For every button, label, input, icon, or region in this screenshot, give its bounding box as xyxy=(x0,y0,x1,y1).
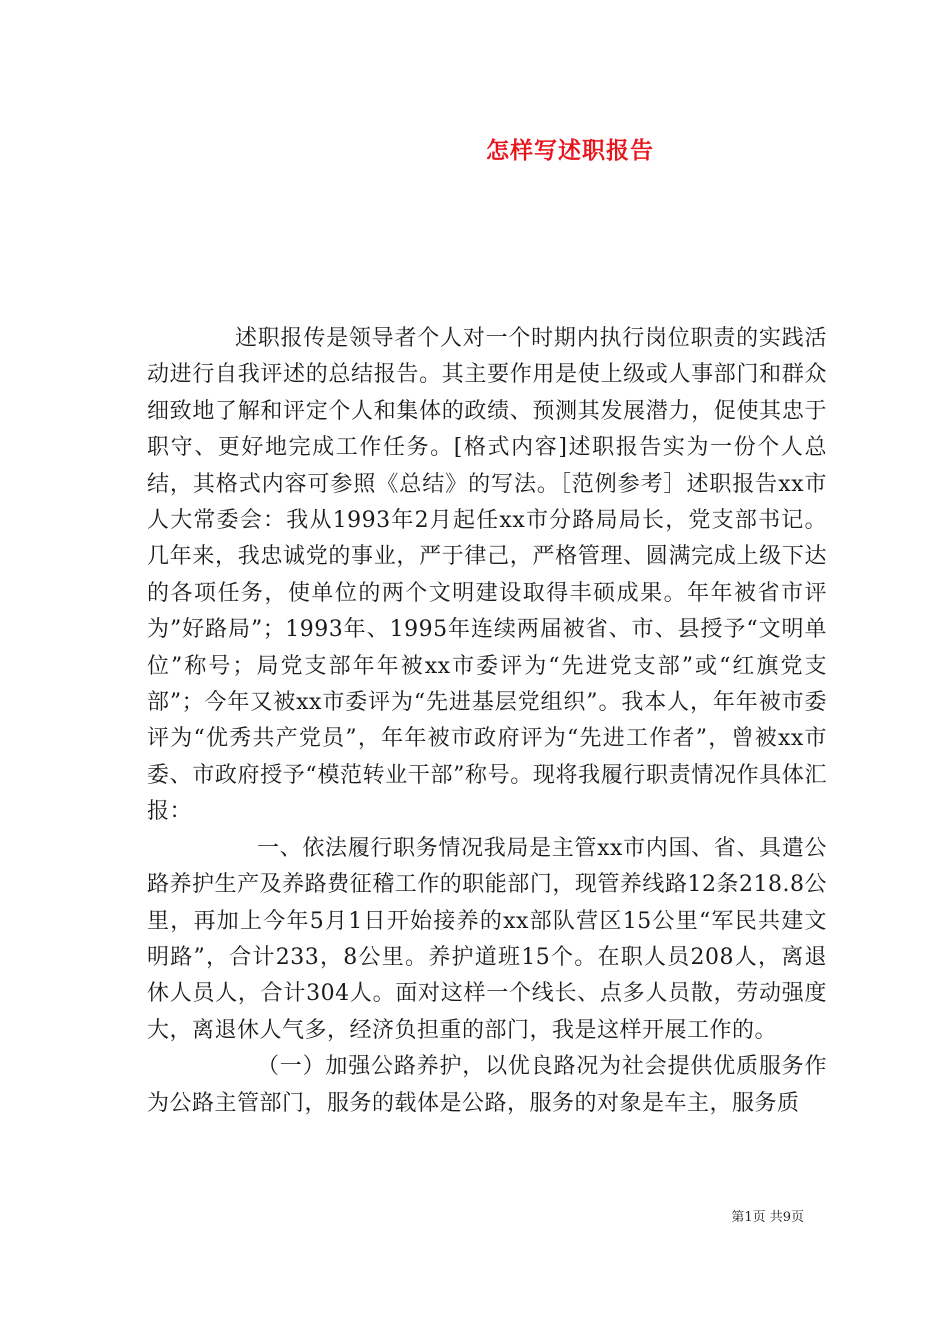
paragraph-intro: 述职报传是领导者个人对一个时期内执行岗位职责的实践活动进行自我评述的总结报告。其主要作用是使上级或人事部门和群众细致地了解和评定个人和集体的政绩、预测其发展潜力，促使其忠于职守、更好地完成工作任务。[格式内容]述职报告实为一份个人总结，其格式内容可参照《总结》的写法。［范例参考］述职报告xx市人大常委会：我从1993年2月起任xx市分路局局长，党支部书记。几年来，我忠诚党的事业，严于律己，严格管理、圆满完成上级下达的各项任务，使单位的两个文明建设取得丰硕成果。年年被省市评为”好路局”；1993年、1995年连续两届被省、市、县授予“文明单位”称号；局党支部年年被xx市委评为“先进党支部”或“红旗党支部”；今年又被xx市委评为“先进基层党组织”。我本人，年年被市委评为“优秀共产党员”，年年被市政府评为“先进工作者”，曾被xx市委、市政府授予“模范转业干部”称号。现将我履行职责情况作具体汇报： xyxy=(147,326,827,825)
page-footer: 第1页 共9页 xyxy=(731,1210,804,1225)
document-title: 怎样写述职报告 xyxy=(486,137,654,164)
paragraph-subsection-one: （一）加强公路养护，以优良路况为社会提供优质服务作为公路主管部门，服务的载体是公路，服务的对象是车主，服务质 xyxy=(147,1054,827,1116)
paragraph-section-one: 一、依法履行职务情况我局是主管xx市内国、省、具遣公路养护生产及养路费征稽工作的职能部门，现管养线路12条218.8公里，再加上今年5月1日开始接养的xx部队营区15公里“军民共建文明路”，合计233，8公里。养护道班15个。在职人员208人，离退休人员人，合计304人。面对这样一个线长、点多人员散，劳动强度大，离退休人气多，经济负担重的部门，我是这样开展工作的。 xyxy=(147,835,827,1043)
document-body xyxy=(147,321,827,1122)
